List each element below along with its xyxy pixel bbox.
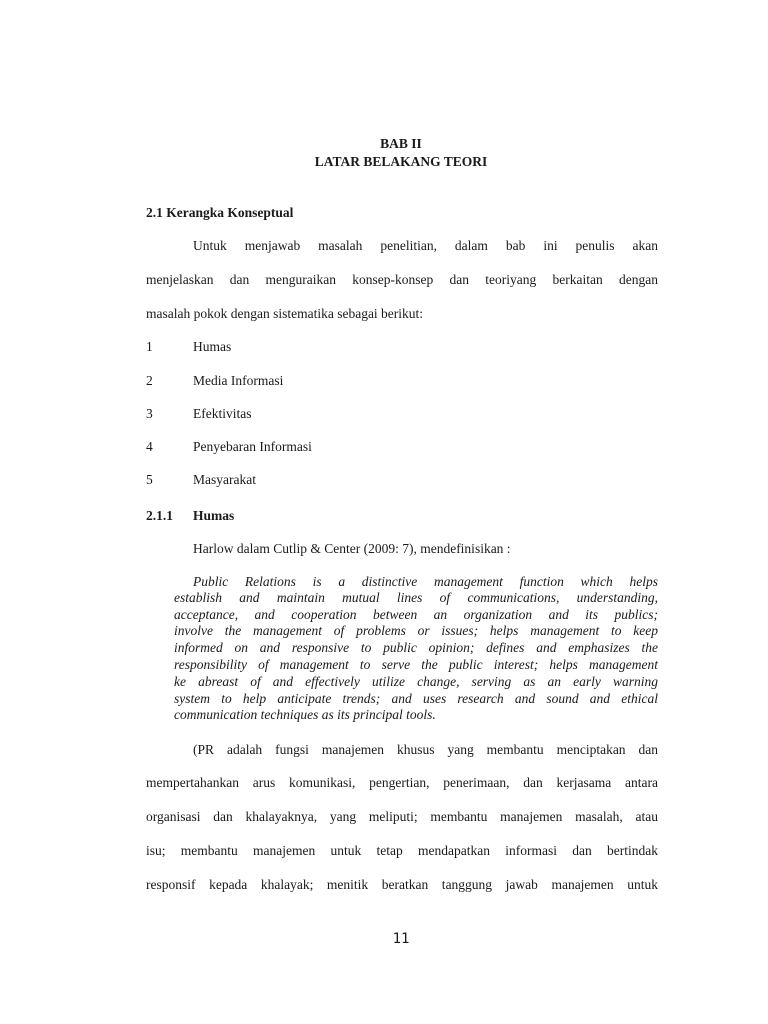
quote-line-4: involve the management of problems or issues; helps management to keep xyxy=(174,623,658,638)
section-heading: 2.1 Kerangka Konseptual xyxy=(146,205,294,220)
translation-line-2: mempertahankan arus komunikasi, pengertian, penerimaan, dan kerjasama antara xyxy=(146,775,658,790)
list-item-label: Humas xyxy=(193,339,232,354)
list-item-number: 5 xyxy=(146,472,153,487)
translation-line-3: organisasi dan khalayaknya, yang meliputi; membantu manajemen masalah, atau xyxy=(146,809,658,824)
list-item-number: 4 xyxy=(146,439,153,454)
list-item-label: Masyarakat xyxy=(193,472,256,487)
list-item-label: Efektivitas xyxy=(193,406,252,421)
translation-line-1: (PR adalah fungsi manajemen khusus yang membantu menciptakan dan xyxy=(193,742,658,757)
list-item-number: 2 xyxy=(146,373,153,388)
chapter-title: LATAR BELAKANG TEORI xyxy=(314,154,488,169)
intro-line-3: masalah pokok dengan sistematika sebagai berikut: xyxy=(146,306,424,321)
quote-line-2: establish and maintain mutual lines of communications, understanding, xyxy=(174,590,658,605)
translation-line-5: responsif kepada khalayak; menitik beratkan tanggung jawab manajemen untuk xyxy=(146,877,658,892)
list-item-label: Penyebaran Informasi xyxy=(193,439,312,454)
list-item-number: 3 xyxy=(146,406,153,421)
quote-line-5: informed on and responsive to public opinion; defines and emphasizes the xyxy=(174,640,658,655)
page-number: 11 xyxy=(392,931,410,947)
subsection-number: 2.1.1 xyxy=(146,508,173,523)
translation-line-4: isu; membantu manajemen untuk tetap mendapatkan informasi dan bertindak xyxy=(146,843,658,858)
quote-line-8: system to help anticipate trends; and uses research and sound and ethical xyxy=(174,691,658,706)
intro-line-1: Untuk menjawab masalah penelitian, dalam bab ini penulis akan xyxy=(193,238,658,253)
intro-line-2: menjelaskan dan menguraikan konsep-konsep dan teoriyang berkaitan dengan xyxy=(146,272,658,287)
quote-line-6: responsibility of management to serve the public interest; helps management xyxy=(174,657,658,672)
subsection-title: Humas xyxy=(193,508,235,523)
list-item-label: Media Informasi xyxy=(193,373,284,388)
quote-line-9: communication techniques as its principal tools. xyxy=(174,707,436,722)
quote-line-3: acceptance, and cooperation between an organization and its publics; xyxy=(174,607,658,622)
quote-line-1: Public Relations is a distinctive management function which helps xyxy=(193,574,658,589)
chapter-label: BAB II xyxy=(380,136,422,151)
quote-line-7: ke abreast of and effectively utilize change, serving as an early warning xyxy=(174,674,658,689)
list-item-number: 1 xyxy=(146,339,153,354)
quote-lead: Harlow dalam Cutlip & Center (2009: 7), mendefinisikan : xyxy=(193,541,511,556)
